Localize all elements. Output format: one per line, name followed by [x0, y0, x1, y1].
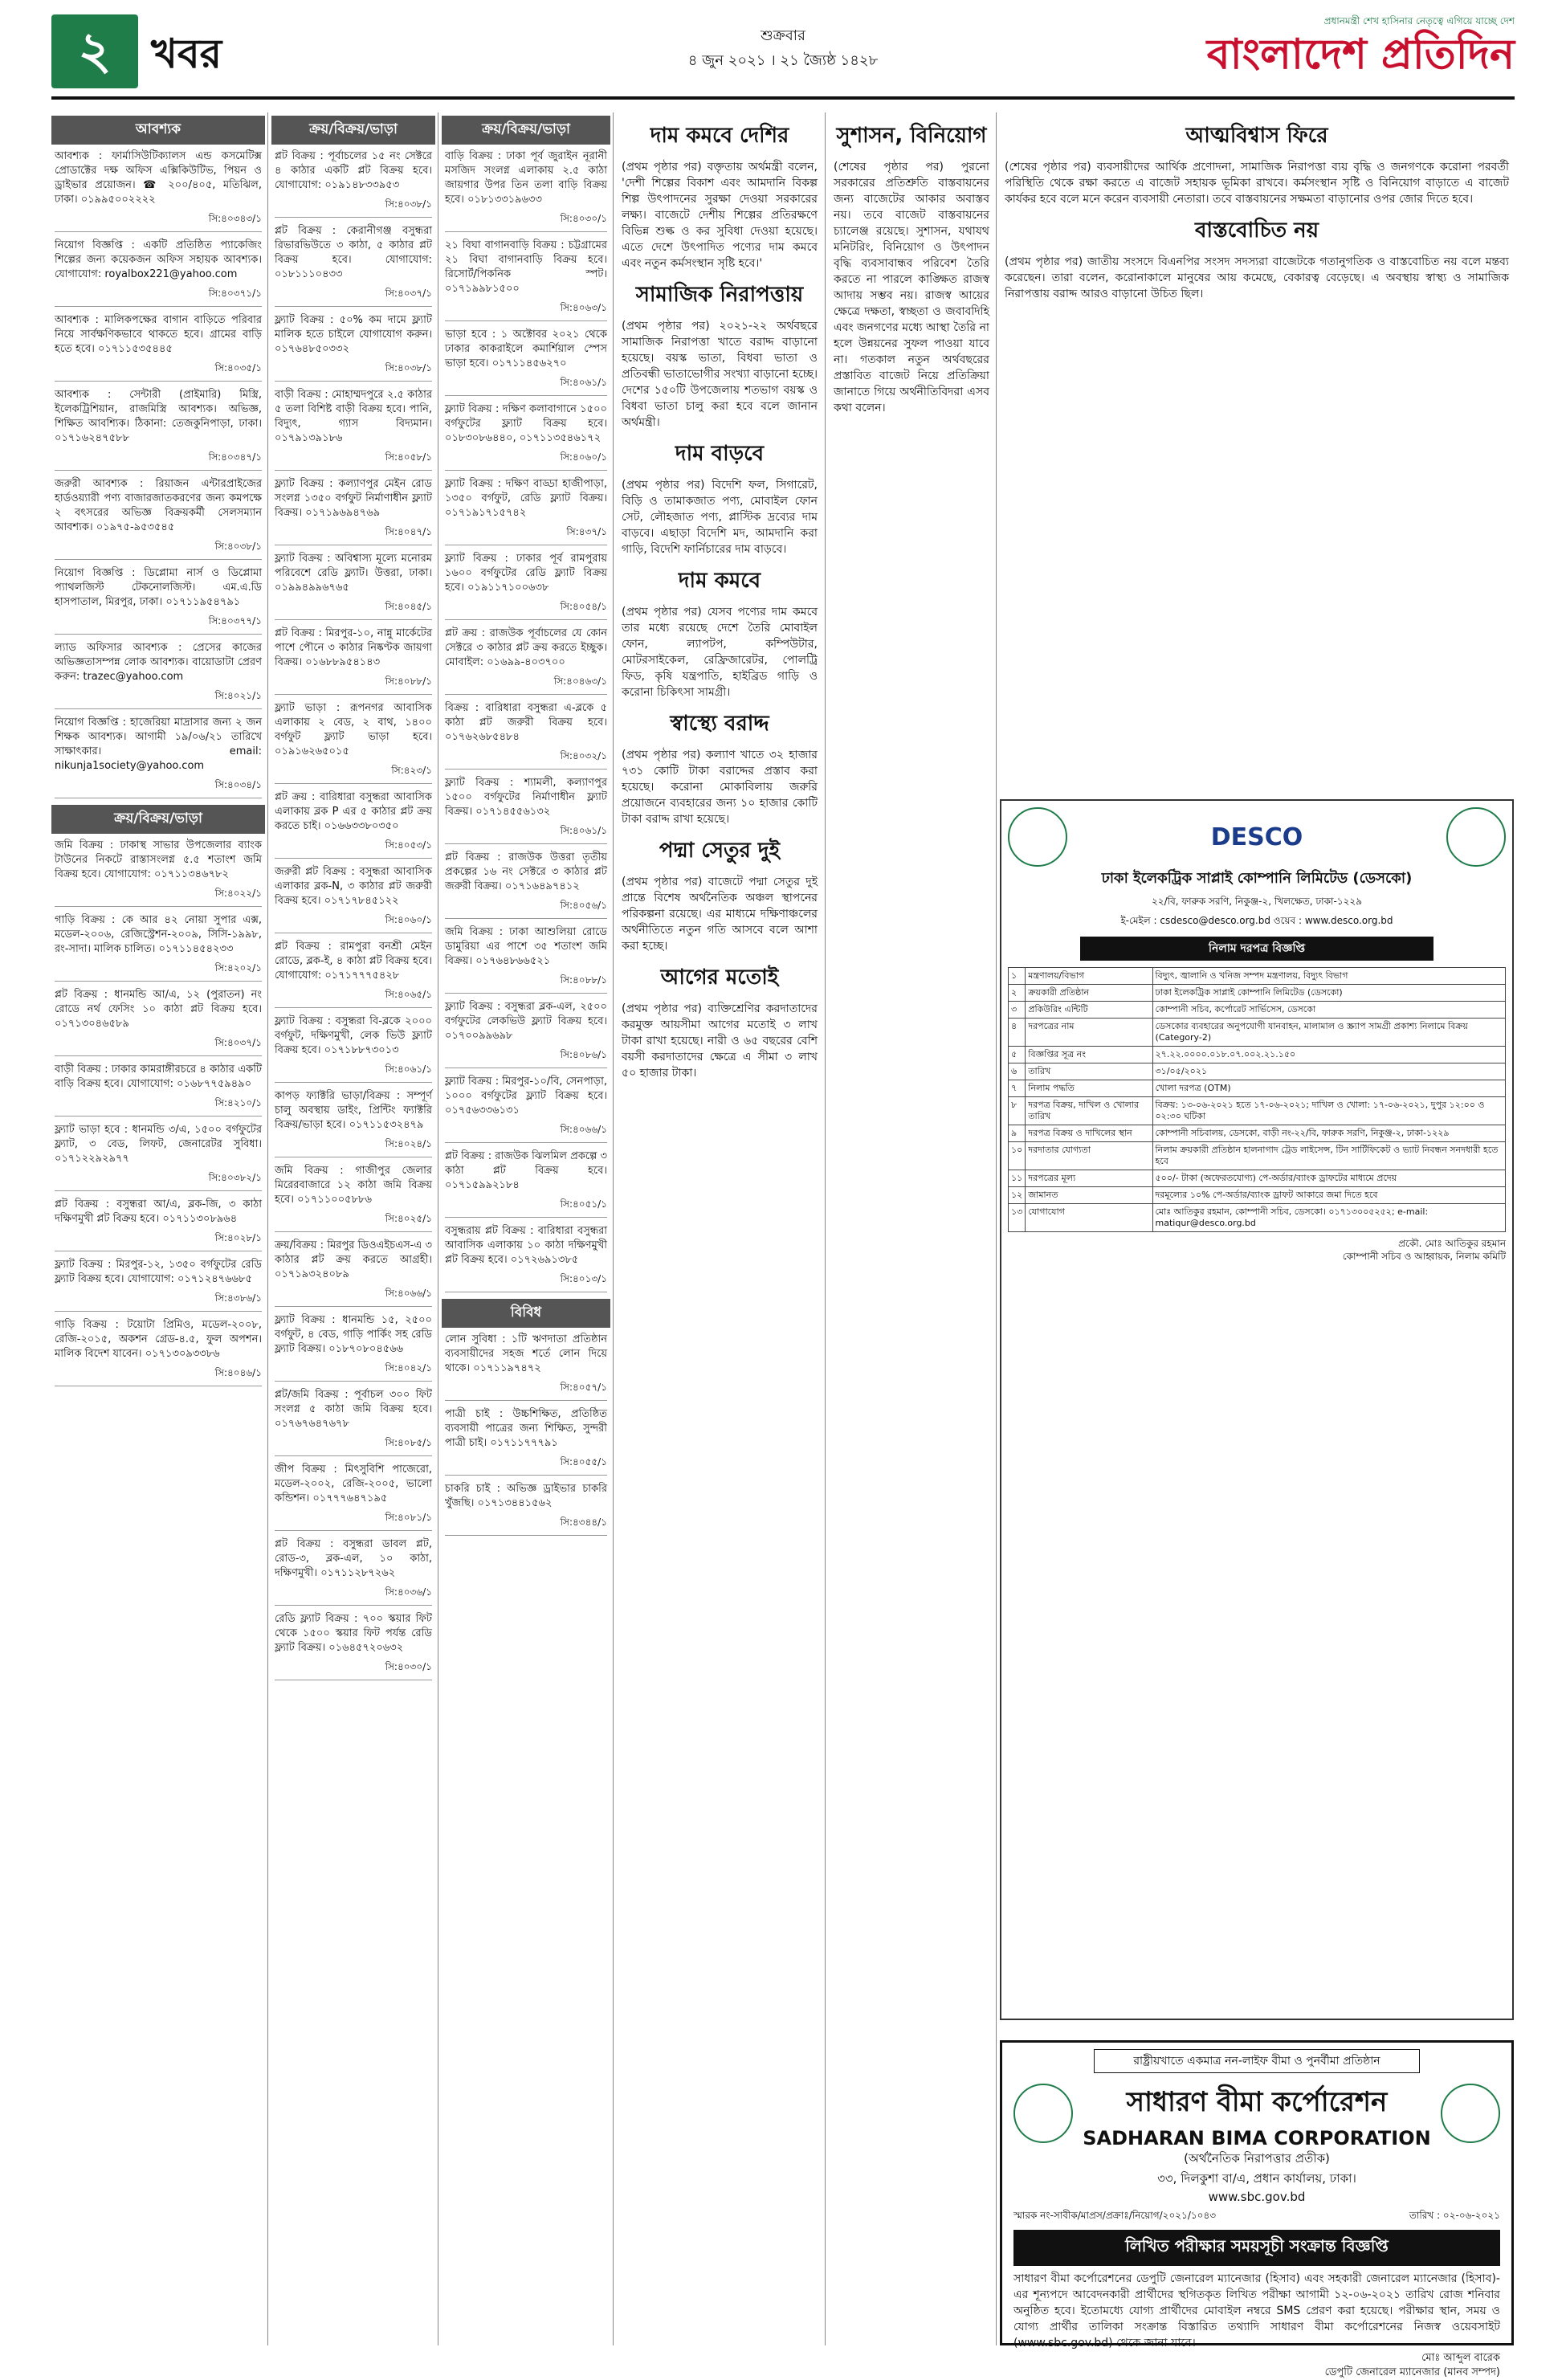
sig-title: কোম্পানী সচিব ও আহ্বায়ক, নিলাম কমিটি [1342, 1251, 1506, 1262]
tender-row-value: কোম্পানী সচিবালয়, ডেসকো, বাড়ী নং-২২/বি, ফারুক সরণি, নিকুঞ্জ-২, ঢাকা-১২২৯ [1152, 1125, 1505, 1142]
classified-ad: ফ্ল্যাট বিক্রয় : বসুন্ধরা ব্লক-এল, ২৫০০ বর্গফুটের লেকভিউ ফ্ল্যাট বিক্রয় হবে। ০১৭০০৯৯৬৯৮ [445, 1001, 607, 1042]
ad-ref-code: সি:৪০৮৮/১ [445, 974, 607, 994]
classified-ad: প্লট বিক্রয় : রাজউক উত্তরা তৃতীয় প্রকল্পের ১৬ নং সেক্টরে ৩ কাঠার প্লট জরুরী বিক্রয়। ০১৭১৬৪৯৭৪১২ [445, 851, 607, 892]
sbc-date: তারিখ : ০২-০৬-২০২১ [1409, 2210, 1500, 2221]
classified-ad: বাড়ী বিক্রয় : ঢাকার কামরাঙ্গীরচরে ৪ কাঠার একটি বাড়ি বিক্রয় হবে। যোগাযোগ: ০১৬৮৭৭৫৯৪৯০ [55, 1063, 262, 1090]
ad-ref-code: সি:৪০৪৬/১ [55, 1366, 262, 1386]
tender-row-label: দরপত্রের মূল্য [1026, 1170, 1152, 1187]
classified-ad: ফ্ল্যাট ভাড়া হবে : ধানমন্ডি ৩/এ, ১৫০০ বর্গফুটের ফ্ল্যাট, ৩ বেড, লিফট, জেনারেটর সুবিধা। ০১৭১২২৯২৯৭৭ [55, 1124, 262, 1165]
classified-ad: প্লট বিক্রয় : বসুন্ধরা আ/এ, ব্লক-জি, ৩ কাঠা দক্ষিণমুখী প্লট বিক্রয় হবে। ০১৭১১৩০৮৯৬৪ [55, 1198, 262, 1225]
desco-logo: DESCO [1210, 823, 1303, 851]
news-headline: আগের মতোই [660, 965, 779, 990]
tender-row-no: ১৩ [1009, 1204, 1026, 1232]
section-header-buy-sell: ক্রয়/বিক্রয়/ভাড়া [51, 805, 265, 834]
sbc-slogan: (অর্থনৈতিক নিরাপত্তার প্রতীক) [1184, 2151, 1330, 2166]
tender-row-label: দরপত্রের নাম [1026, 1019, 1152, 1047]
classified-column-2 [271, 112, 435, 2345]
column-rule [825, 112, 826, 2345]
news-headline: স্বাস্থ্যে বরাদ্দ [670, 712, 769, 736]
tender-row-no: ৪ [1009, 1019, 1026, 1047]
tender-row [1009, 1204, 1506, 1232]
tender-row-value: ডেসকোর ব্যবহারের অনুপযোগী যানবাহন, মালামাল ও স্ক্র্যাপ সামগ্রী প্রকাশ্য নিলামে বিক্রয় (Category-2) [1152, 1019, 1505, 1047]
classified-ad: ফ্ল্যাট বিক্রয় : ধানমন্ডি ১৫, ২৫০০ বর্গফুট, ৪ বেড, গাড়ি পার্কিং সহ রেডি ফ্ল্যাট বিক্রয়। ০১৮৭০৮০৪৫৬৬ [275, 1314, 432, 1355]
tender-row-label: জামানত [1026, 1187, 1152, 1204]
tender-row-no: ৯ [1009, 1125, 1026, 1142]
news-body: (শেষের পৃষ্ঠার পর) ব্যবসায়ীদের আর্থিক প্রণোদনা, সামাজিক নিরাপত্তা ব্যয় বৃদ্ধি ও জনগণকে করোনা পরবর্তী পরিস্থিতি থেকে রক্ষা করতে এ বাজেট সহায়ক ভূমিকা রাখবে। কর্মসংস্থান সৃষ্টি ও বিনিয়োগ বাড়াতে এ বাজেট কার্যকর হবে বলে মনে করেন ব্যবসায়ী নেতারা। তবে বাস্তবায়নের সক্ষমতা বাড়ানোর ওপর জোর দিতে হবে। [1005, 161, 1509, 206]
tender-row [1009, 985, 1506, 1002]
logo-tagline: প্রধানমন্ত্রী শেখ হাসিনার নেতৃত্বে এগিয়ে যাচ্ছে দেশ [1323, 15, 1515, 27]
news-headline: পদ্মা সেতুর দুই [659, 839, 781, 863]
classified-ad: আবশ্যক : সেন্টারী (প্রাইমারি) মিস্ত্রি, ইলেকট্রিশিয়ান, রাজমিস্ত্রি আবশ্যক। অভিজ্ঞ, শিক্ষিত আবশ্যিক। ঠিকানা: তেজকুনিপাড়া, ঢাকা। ০১৭১৬২৪৭৫৮৮ [55, 389, 262, 444]
tender-row-no: ৬ [1009, 1063, 1026, 1080]
section-header-buy-sell: ক্রয়/বিক্রয়/ভাড়া [271, 116, 435, 145]
tender-row-label: বিজ্ঞপ্তির সূত্র নং [1026, 1047, 1152, 1063]
ad-ref-code: সি:৪০৮৫/১ [275, 1436, 432, 1456]
ad-ref-code: সি:৪০৬১/১ [445, 376, 607, 396]
classified-ad: কাপড় ফ্যাক্টরি ভাড়া/বিক্রয় : সম্পূর্ণ চালু অবস্থায় ডাইং, প্রিন্টিং ফ্যাক্টরি বিক্রয়/ভাড়া হবে। ০১৭১১৫৩২৪৭৯ [275, 1090, 432, 1131]
ad-ref-code: সি:৪০৮১/১ [275, 1511, 432, 1531]
ad-ref-code: সি:৪৩৭/১ [445, 525, 607, 545]
classified-ad: ফ্ল্যাট বিক্রয় : মিরপুর-১২, ১৩৫০ বর্গফুটের রেডি ফ্ল্যাট বিক্রয় হবে। যোগাযোগ: ০১৭১২৪৭৬৬৮৫ [55, 1259, 262, 1285]
ad-ref-code: সি:৪০৬০/১ [445, 451, 607, 471]
classified-ad: ফ্ল্যাট ভাড়া : রূপনগর আবাসিক এলাকায় ২ বেড, ২ বাথ, ১৪০০ বর্গফুট ফ্ল্যাট ভাড়া হবে। ০১৯১৬২৬৫০১৫ [275, 702, 432, 757]
ad-ref-code: সি:৪০৩০/১ [275, 1660, 432, 1680]
classified-ad: ফ্ল্যাট বিক্রয় : বসুন্ধরা বি-ব্লকে ২০০০ বর্গফুট, দক্ষিণমুখী, লেক ভিউ ফ্ল্যাট বিক্রয় হবে। ০১৭১৮৮৭৩০১৩ [275, 1015, 432, 1056]
news-headline: সুশাসন, বিনিয়োগ [836, 124, 987, 148]
classified-ad: প্লট/জমি বিক্রয় : পূর্বাচল ৩০০ ফিট সংলগ্ন ৫ কাঠা জমি বিক্রয় হবে। ০১৭৬৭৬৪৭৬৭৮ [275, 1389, 432, 1430]
ad-list [442, 149, 610, 1292]
classified-ad: ফ্ল্যাট বিক্রয় : শ্যামলী, কল্যাণপুর ১৫০০ বর্গফুটের নির্মাণাধীন ফ্ল্যাট বিক্রয়। ০১৭১৪৫৫৬১৩২ [445, 777, 607, 818]
ad-ref-code: সি:৪০৩৬/১ [275, 1586, 432, 1606]
news-headline: আত্মবিশ্বাস ফিরে [1185, 124, 1328, 148]
ad-list [51, 149, 265, 798]
news-body: (প্রথম পৃষ্ঠার পর) যেসব পণ্যের দাম কমবে তার মধ্যে রয়েছে দেশে তৈরি মোবাইল ফোন, ল্যাপটপ, কম্পিউটার, মোটরসাইকেল, রেফ্রিজারেটর, পোলট্রি ফিড, কৃষি যন্ত্রপাতি, হাইব্রিড গাড়ি ও করোনা চিকিৎসা সামগ্রী। [622, 606, 818, 699]
ad-ref-code: সি:৪০৬১/১ [445, 824, 607, 844]
ad-ref-code: সি:৪০২২/১ [55, 887, 262, 907]
classified-ad: ফ্ল্যাট বিক্রয় : দক্ষিণ কলাবাগানে ১৫০০ বর্গফুটের ফ্ল্যাট বিক্রয় হবে। ০১৮৩০৮৬৪৪০, ০১৭১১৩৫৪৬১৭২ [445, 403, 607, 444]
desco-tender-notice [1000, 799, 1514, 2020]
tender-row-label: যোগাযোগ [1026, 1204, 1152, 1232]
tender-row [1009, 1047, 1506, 1063]
tender-web: ই-মেইল : csdesco@desco.org.bd ওয়েব : www.desco.org.bd [1120, 915, 1393, 926]
tender-row [1009, 1019, 1506, 1047]
tender-row-value: বিদ্যুৎ, জ্বালানি ও খনিজ সম্পদ মন্ত্রণালয়, বিদ্যুৎ বিভাগ [1152, 968, 1505, 985]
tender-row [1009, 1080, 1506, 1097]
classified-ad: আবশ্যক : মালিকপক্ষের বাগান বাড়িতে পরিবার নিয়ে সার্বক্ষণিকভাবে থাকতে হবে। গ্রামের বাড়ি হতে হবে। ০১৭১১৫৩৫৪৪৫ [55, 314, 262, 355]
classified-ad: বাড়ি বিক্রয় : ঢাকা পূর্ব জুরাইন নূরানী মসজিদ সংলগ্ন এলাকায় ২.৫ কাঠা জায়গার উপর তিন তলা বাড়ি বিক্রয় হবে। ০১৮১৩৩১৯৬৩৩ [445, 150, 607, 206]
classified-ad: ফ্ল্যাট বিক্রয় : কল্যাণপুর মেইন রোড সংলগ্ন ১৩৫০ বর্গফুট নির্মাণাধীন ফ্ল্যাট বিক্রয়। ০১৭১৯৬৯৪৭৬৯ [275, 478, 432, 519]
sbc-sig-title: ডেপুটি জেনারেল ম্যানেজার (মানব সম্পদ) [1324, 2366, 1500, 2378]
news-body: (প্রথম পৃষ্ঠার পর) কল্যাণ খাতে ৩২ হাজার ৭৩১ কোটি টাকা বরাদ্দের প্রস্তাব করা হয়েছে। করোনা মোকাবিলায় জরুরি প্রয়োজনে ব্যবহারের জন্য ১০ হাজার কোটি টাকা বরাদ্দ রাখা হয়েছে। [622, 749, 818, 826]
classified-ad: ২১ বিঘা বাগানবাড়ি বিক্রয় : চট্টগ্রামের ২১ বিঘা বাগানবাড়ি বিক্রয় হবে। রিসোর্ট/পিকনিক স্পট। ০১৭১৯৯৮১৫০০ [445, 239, 607, 295]
tender-row-label: মন্ত্রণালয়/বিভাগ [1026, 968, 1152, 985]
classified-ad: গাড়ি বিক্রয় : কে আর ৪২ নোয়া সুপার এক্স, মডেল-২০০৬, রেজিস্ট্রেশন-২০০৯, সিসি-১৯৯৮, রং-সাদা। মালিক চালিত। ০১৭১১৪৫৪২৩৩ [55, 914, 262, 955]
section-header-wanted: আবশ্যক [51, 116, 265, 145]
classified-ad: আবশ্যক : ফার্মাসিউটিক্যালস এন্ড কসমেটিক্স প্রোডাক্টের দক্ষ অফিস এক্সিকিউটিভ, পিয়ন ও ড্রাইভার প্রয়োজন। ☎ ২০০/৪০৫, মতিঝিল, ঢাকা। ০১৯৯৫০০২২২২ [55, 150, 262, 206]
ad-list [51, 839, 265, 1386]
ad-ref-code: সি:৪০৩৮/১ [275, 198, 432, 218]
classified-ad: প্লট ক্রয় : রাজউক পূর্বাচলের যে কোন সেক্টরে ৩ কাঠার প্লট ক্রয় করতে ইচ্ছুক। মোবাইল: ০১৬৯৯-৪০৩৭০০ [445, 627, 607, 668]
classified-ad: প্লট বিক্রয় : কেরানীগঞ্জ বসুন্ধরা রিভারভিউতে ৩ কাঠা, ৫ কাঠার প্লট বিক্রয় হবে। যোগাযোগ: ০১৮১১১০৪৩৩ [275, 225, 432, 280]
classified-ad: ক্রয়/বিক্রয় : মিরপুর ডিওএইচএস-এ ৩ কাঠার প্লট ক্রয় করতে আগ্রহী। ০১৭১৯৩২৪০৮৯ [275, 1239, 432, 1280]
sbc-signature [1013, 2351, 1500, 2380]
newspaper-logo [1207, 14, 1515, 79]
ad-ref-code: সি:৪০৫৭/১ [445, 1381, 607, 1401]
tender-org: ঢাকা ইলেকট্রিক সাপ্লাই কোম্পানি লিমিটেড (ডেসকো) [1101, 870, 1413, 887]
tender-row-no: ১০ [1009, 1142, 1026, 1170]
ad-ref-code: সি:৪৩৮৬/১ [55, 1292, 262, 1312]
classified-ad: চাকরি চাই : অভিজ্ঞ ড্রাইভার চাকরি খুঁজছি। ০১৭১৩৪৪১৫৬২ [445, 1483, 607, 1509]
tender-row-label: দরপত্র বিক্রয় ও দাখিলের স্থান [1026, 1125, 1152, 1142]
classified-ad: ফ্ল্যাট বিক্রয় : অবিশ্বাস্য মূল্যে মনোরম পরিবেশে রেডি ফ্ল্যাট। উত্তরা, ঢাকা। ০১৯৯৪৯৯৬৭৬৫ [275, 553, 432, 594]
news-headline: বাস্তবোচিত নয় [1194, 218, 1319, 243]
classified-ad: ফ্ল্যাট বিক্রয় : দক্ষিণ বাড্ডা হাজীপাড়া, ১৩৫০ বর্গফুট, রেডি ফ্ল্যাট বিক্রয়। ০১৭১৯১৭১৫৭৪২ [445, 478, 607, 519]
news-column-5 [829, 112, 994, 779]
tender-row-no: ৩ [1009, 1002, 1026, 1019]
news-body: (প্রথম পৃষ্ঠার পর) ব্যক্তিশ্রেণির করদাতাদের করমুক্ত আয়সীমা আগের মতোই ৩ লাখ টাকা রাখা হয়েছে। নারী ও ৬৫ বছরের বেশি বয়সী করদাতাদের ক্ষেত্রে এ সীমা ৩ লাখ ৫০ হাজার টাকা। [622, 1002, 818, 1080]
news-column-4 [617, 112, 822, 2345]
ad-ref-code: সি:৪৩৪৪/১ [445, 1516, 607, 1536]
sbc-meta [1013, 2209, 1500, 2225]
classified-ad: প্লট বিক্রয় : পূর্বাচলের ১৫ নং সেক্টরে ৪ কাঠার একটি প্লট বিক্রয় হবে। যোগাযোগ: ০১৯১৪৮৩৩৯৫৩ [275, 150, 432, 191]
tender-row-label: দরপত্র বিক্রয়, দাখিল ও খোলার তারিখ [1026, 1097, 1152, 1125]
ad-ref-code: সি:৪০৩৪৭/১ [55, 451, 262, 471]
ad-ref-code: সি:৪০৫৫/১ [445, 1455, 607, 1476]
classified-ad: জীপ বিক্রয় : মিৎসুবিশি পাজেরো, মডেল-২০০২, রেজি-২০০৫, ভালো কন্ডিশন। ০১৭৭৭৬৪৭১৯৫ [275, 1464, 432, 1504]
classified-ad: ফ্ল্যাট বিক্রয় : ঢাকার পূর্ব রামপুরায় ১৬০০ বর্গফুটের রেডি ফ্ল্যাট বিক্রয় হবে। ০১৯১১৭১০০৬৩৮ [445, 553, 607, 594]
sbc-logo-icon [1013, 2084, 1073, 2143]
classified-ad: প্লট বিক্রয় : মিরপুর-১০, নান্নু মার্কেটের পাশে পৌনে ৩ কাঠার নিষ্কণ্টক জায়গা বিক্রয়। ০১৬৮৮৯৫৪১৪৩ [275, 627, 432, 668]
tender-row-value: ৩১/০৫/২০২১ [1152, 1063, 1505, 1080]
news-body: (প্রথম পৃষ্ঠার পর) জাতীয় সংসদে বিএনপির সংসদ সদস্যরা বাজেটকে গতানুগতিক ও বাস্তবোচিত নয় বলে মন্তব্য করেছেন। তারা বলেন, করোনাকালে মানুষের আয় কমেছে, বেকারত্ব বেড়েছে। এ অবস্থায় স্বাস্থ্য ও সামাজিক নিরাপত্তায় বরাদ্দ আরও বাড়ানো উচিত ছিল। [1005, 255, 1509, 300]
ad-ref-code: সি:৪০৩৪৩/১ [55, 212, 262, 232]
tender-row-value: কোম্পানী সচিব, কর্পোরেট সার্ভিসেস, ডেসকো [1152, 1002, 1505, 1019]
tender-row [1009, 1187, 1506, 1204]
tender-row [1009, 1170, 1506, 1187]
ad-ref-code: সি:৪০৬৬/১ [275, 1287, 432, 1307]
issue-day: শুক্রবার [761, 27, 805, 44]
ad-ref-code: সি:৪২৩/১ [275, 764, 432, 784]
ad-ref-code: সি:৪০৫৪/১ [445, 600, 607, 620]
masthead-rule [51, 96, 1515, 100]
classified-ad: জমি বিক্রয় : ঢাকা আশুলিয়া রোডে ডামুরিয়া এর পাশে ৩৫ শতাংশ জমি বিক্রয়। ০১৭৬৪৮৬৬৫২১ [445, 926, 607, 967]
classified-ad: বসুন্ধরায় প্লট বিক্রয় : বারিধারা বসুন্ধরা আবাসিক এলাকায় ১০ কাঠা দক্ষিণমুখী প্লট বিক্রয় হবে। ০১৭২৬৯১৩৮৫ [445, 1225, 607, 1266]
sbc-banner: লিখিত পরীক্ষার সময়সূচী সংক্রান্ত বিজ্ঞপ্তি [1013, 2230, 1500, 2266]
ad-ref-code: সি:৪০৩৭/১ [55, 1036, 262, 1056]
mujib-year-icon [1446, 807, 1506, 867]
tender-row-no: ৭ [1009, 1080, 1026, 1097]
sbc-sig-name: মোঃ আব্দুল বারেক [1421, 2352, 1500, 2364]
news-headline: দাম বাড়বে [675, 442, 765, 466]
tender-row-value: দরমূল্যের ১০% পে-অর্ডার/ব্যাংক ড্রাফট আকারে জমা দিতে হবে [1152, 1187, 1505, 1204]
news-headline: দাম কমবে দেশির [650, 124, 789, 148]
classified-ad: নিয়োগ বিজ্ঞপ্তি : হাজেরিয়া মাদ্রাসার জন্য ২ জন শিক্ষক আবশ্যক। আগামী ১৯/০৬/২১ তারিখে সাক্ষাৎকার। email: nikunja1society@yahoo.com [55, 716, 262, 772]
classified-ad: প্লট বিক্রয় : রামপুরা বনশ্রী মেইন রোডে, ব্লক-ই, ৪ কাঠা প্লট বিক্রয় হবে। যোগাযোগ: ০১৭১৭৭৭৫৪২৮ [275, 941, 432, 982]
tender-row-value: খোলা দরপত্র (OTM) [1152, 1080, 1505, 1097]
tender-row [1009, 968, 1506, 985]
ad-ref-code: সি:৪০৬০/১ [275, 913, 432, 933]
ad-ref-code: সি:৪০৩৭১/১ [55, 287, 262, 307]
classified-column-3 [442, 112, 610, 2345]
ad-ref-code: সি:৪০২১/১ [55, 689, 262, 709]
column-rule [996, 112, 997, 2345]
sbc-address: ৩৩, দিলকুশা বা/এ, প্রধান কার্যালয়, ঢাকা। [1157, 2171, 1356, 2186]
classified-ad: প্লট বিক্রয় : বসুন্ধরা ডাবল প্লট, রোড-৩, ব্লক-এল, ১০ কাঠা, দক্ষিণমুখী। ০১৭১১২৮৭২৬২ [275, 1538, 432, 1579]
tender-row-no: ১ [1009, 968, 1026, 985]
news-body: (প্রথম পৃষ্ঠার পর) ২০২১-২২ অর্থবছরে সামাজিক নিরাপত্তা খাতে বরাদ্দ বাড়ানো হয়েছে। বয়স্ক ভাতা, বিধবা ভাতা ও প্রতিবন্ধী ভাতাভোগীর সংখ্যা বাড়ানো হচ্ছে। দেশের ১৫০টি উপজেলায় শতভাগ বয়স্ক ও বিধবা ভাতা চালু করা হবে বলে জানান অর্থমন্ত্রী। [622, 320, 818, 429]
ad-ref-code: সি:৪০২৪/১ [275, 1137, 432, 1157]
tender-row-label: নিলাম পদ্ধতি [1026, 1080, 1152, 1097]
ad-ref-code: সি:৪০৩২/১ [445, 749, 607, 770]
sbc-body: সাধারণ বীমা কর্পোরেশনের ডেপুটি জেনারেল ম্যানেজার (হিসাব) এবং সহকারী জেনারেল ম্যানেজার (হিসাব)-এর শূন্যপদে আবেদনকারী প্রার্থীদের স্থগিতকৃত লিখিত পরীক্ষা আগামী ১২-০৬-২০২১ তারিখ রোজ শনিবার অনুষ্ঠিত হবে। ইতোমধ্যে যোগ্য প্রার্থীদের মোবাইল নম্বরে SMS প্রেরণ করা হয়েছে। পরীক্ষার স্থান, সময় ও যোগ্য প্রার্থীর তালিকা সংক্রান্ত বিস্তারিত তথ্যাদি সাধারণ বীমা কর্পোরেশনের নিজস্ব ওয়েবসাইট (www.sbc.gov.bd) থেকে জানা যাবে। [1013, 2272, 1500, 2349]
ad-ref-code: সি:৪০৬১/১ [275, 1063, 432, 1083]
ad-ref-code: সি:৪০১৩/১ [445, 1272, 607, 1292]
sbc-web: www.sbc.gov.bd [1208, 2190, 1306, 2204]
ad-ref-code: সি:৪০৩০/১ [445, 212, 607, 232]
ad-list [271, 149, 435, 1680]
tender-row-value: ৫০০/- টাকা (অফেরতযোগ্য) পে-অর্ডার/ব্যাংক ড্রাফটের মাধ্যমে প্রদেয় [1152, 1170, 1505, 1187]
ad-ref-code: সি:৪০২৫/১ [275, 1212, 432, 1232]
ad-ref-code: সি:৪২১০/১ [55, 1096, 262, 1117]
column-rule [267, 112, 268, 2345]
tender-row [1009, 1063, 1506, 1080]
ad-ref-code: সি:৪০৮৮/১ [275, 675, 432, 695]
classified-ad: জমি বিক্রয় : গাজীপুর জেলার মিরেরবাজারে ১২ কাঠা জমি বিক্রয় হবে। ০১৭১১০০৫৮৮৬ [275, 1165, 432, 1206]
classified-ad: জরুরী প্লট বিক্রয় : বসুন্ধরা আবাসিক এলাকার ব্লক-N, ৩ কাঠার প্লট জরুরী বিক্রয় হবে। ০১৭১৭৮৪৫১২২ [275, 866, 432, 907]
tender-row-no: ৮ [1009, 1097, 1026, 1125]
classified-ad: লোন সুবিধা : ১টি ঋণদাতা প্রতিষ্ঠান ব্যবসায়ীদের সহজ শর্তে লোন দিয়ে থাকে। ০১৭১১৯৭৪৭২ [445, 1333, 607, 1374]
news-headline: সামাজিক নিরাপত্তায় [635, 283, 804, 307]
tender-row [1009, 1142, 1506, 1170]
classified-ad: প্লট বিক্রয় : রাজউক ঝিলমিল প্রকল্পে ৩ কাঠা প্লট বিক্রয় হবে। ০১৭১৫৯৯২১৮৪ [445, 1150, 608, 1191]
tender-title: নিলাম দরপত্র বিজ্ঞপ্তি [1080, 937, 1433, 961]
ad-ref-code: সি:৪০৫৩/১ [275, 839, 432, 859]
news-headline: দাম কমবে [678, 569, 761, 593]
ad-list [442, 1333, 610, 1536]
section-header-buy-sell: ক্রয়/বিক্রয়/ভাড়া [442, 116, 610, 145]
tender-signature [1008, 1237, 1506, 1263]
ad-ref-code: সি:৪০৩৫/১ [55, 361, 262, 382]
mujib-portrait-icon [1441, 2084, 1500, 2143]
tender-row-label: প্রকিউরিং এন্টিটি [1026, 1002, 1152, 1019]
column-rule [613, 112, 614, 2345]
tender-row-value: ২৭.২২.০০০০.০১৮.০৭.০০২.২১.১৫০ [1152, 1047, 1505, 1063]
ad-ref-code: সি:৪০৫৬/১ [445, 899, 607, 919]
ad-ref-code: সি:৪০৫৮/১ [275, 451, 432, 471]
classified-ad: নিয়োগ বিজ্ঞপ্তি : ডিপ্লোমা নার্স ও ডিপ্লোমা প্যাথলজিস্ট টেকনোলজিস্ট। এম.এ.ডি হাসপাতাল, মিরপুর, ঢাকা। ০১৭১১৯৫৪৭৯১ [55, 567, 262, 608]
ad-ref-code: সি:৪০৩৭৭/১ [55, 614, 262, 635]
sbc-name: সাধারণ বীমা কর্পোরেশন [1126, 2086, 1388, 2118]
tender-row-no: ২ [1009, 985, 1026, 1002]
tender-address: ২২/বি, ফারুক সরণি, নিকুঞ্জ-২, খিলক্ষেত, ঢাকা-১২২৯ [1152, 896, 1362, 907]
classified-ad: গাড়ি বিক্রয় : টয়োটা প্রিমিও, মডেল-২০০৮, রেজি-২০১৫, অকশন গ্রেড-৪.৫, ফুল অপশন। মালিক বিদেশ যাবেন। ০১৭১৩০৯৩৩৮৬ [55, 1319, 262, 1360]
ad-ref-code: সি:৪০৩৪/১ [55, 778, 262, 798]
ad-ref-code: সি:৪২০২/১ [55, 961, 262, 982]
page-number: ২ [51, 14, 138, 88]
sbc-tagline: রাষ্ট্রীয়খাতে একমাত্র নন-লাইফ বীমা ও পুনর্বীমা প্রতিষ্ঠান [1094, 2049, 1420, 2073]
tender-table [1008, 967, 1506, 1232]
section-header-misc: বিবিধ [442, 1299, 610, 1328]
tender-row [1009, 1097, 1506, 1125]
classified-ad: বাড়ী বিক্রয় : মোহাম্মদপুরে ২.৫ কাঠার ৫ তলা বিশিষ্ট বাড়ী বিক্রয় হবে। পানি, বিদ্যুৎ, গ্যাস বিদ্যমান। ০১৭৯১৩৯১৮৬ [275, 389, 432, 444]
classified-ad: ল্যাড অফিসার আবশ্যক : প্রেসের কাজের অভিজ্ঞতাসম্পন্ন লোক আবশ্যক। বায়োডাটা প্রেরণ করুন: trazec@yahoo.com [55, 642, 262, 683]
tender-row-label: দরদাতার যোগ্যতা [1026, 1142, 1152, 1170]
ad-ref-code: সি:৪০২৮/১ [55, 1231, 262, 1251]
classified-ad: পাত্রী চাই : উচ্চশিক্ষিত, প্রতিষ্ঠিত ব্যবসায়ী পাত্রের জন্য শিক্ষিত, সুন্দরী পাত্রী চাই। ০১৭১১৭৭৭৯১ [445, 1408, 607, 1449]
govt-seal-icon [1008, 807, 1067, 867]
ad-ref-code: সি:৪০৩৭/১ [275, 287, 432, 307]
classified-ad: ফ্ল্যাট বিক্রয় : মিরপুর-১০/বি, সেনপাড়া, ১০০০ বর্গফুটের ফ্ল্যাট বিক্রয় হবে। ০১৭৫৬৩৩৬১৩১ [445, 1076, 607, 1117]
classified-ad: প্লট বিক্রয় : ধানমন্ডি আ/এ, ১২ (পুরাতন) নং রোডে নর্থ ফেসিং ১০ কাঠা প্লট বিক্রয় হবে। ০১৭১৩০৪৬৫৮৯ [55, 989, 262, 1030]
sig-name: প্রকৌ. মোঃ আতিকুর রহমান [1398, 1238, 1506, 1249]
tender-row-no: ১১ [1009, 1170, 1026, 1187]
ad-ref-code: সি:৪০৪৫/১ [275, 600, 432, 620]
sbc-name-en: SADHARAN BIMA CORPORATION [1083, 2127, 1431, 2149]
news-body: (প্রথম পৃষ্ঠার পর) বাজেটে পদ্মা সেতুর দুই প্রান্তে বিশেষ অর্থনৈতিক অঞ্চল স্থাপনের পরিকল্পনা রয়েছে। এর মাধ্যমে দক্ষিণাঞ্চলের অর্থনীতিতে নতুন গতি আসবে বলে আশা করা হচ্ছে। [622, 876, 818, 953]
classified-ad: জরুরী আবশ্যক : রিয়াজন এন্টারপ্রাইজের হার্ডওয়্যারী পণ্য বাজারজাতকরণের জন্য কমপক্ষে ২ বৎসরের অভিজ্ঞ বিক্রয়কর্মী সেলসম্যান আবশ্যক। ০১৯৭৫-৯৫৩৫৪৫ [55, 478, 262, 533]
news-column-6 [1000, 112, 1514, 787]
classified-ad: ভাড়া হবে : ১ অক্টোবর ২০২১ থেকে ঢাকার কাকরাইলে কমার্শিয়াল স্পেস ভাড়া হবে। ০১৭১১৪৫৬২৭০ [445, 329, 607, 369]
ad-ref-code: সি:৪০৬৬/১ [445, 1123, 607, 1143]
classified-ad: ফ্ল্যাট বিক্রয় : ৫০% কম দামে ফ্ল্যাট মালিক হতে চাইলে যোগাযোগ করুন। ০১৭৬৪৮৫০৩৩২ [275, 314, 432, 355]
tender-row-value: ঢাকা ইলেকট্রিক সাপ্লাই কোম্পানি লিমিটেড (ডেসকো) [1152, 985, 1505, 1002]
tender-row-no: ৫ [1009, 1047, 1026, 1063]
classified-ad: প্লট ক্রয় : বারিধারা বসুন্ধরা আবাসিক এলাকায় ব্লক P এর ৫ কাঠার প্লট ক্রয় করতে চাই। ০১৬৬৩৩৮০৩৫০ [275, 791, 432, 832]
news-body: (প্রথম পৃষ্ঠার পর) বিদেশি ফল, সিগারেট, বিড়ি ও তামাকজাত পণ্য, মোবাইল ফোন সেট, লৌহজাত পণ্য, প্লাস্টিক দ্রব্যের দাম বাড়বে। এছাড়া বিদেশি মদ, আমদানি করা গাড়ি, বিদেশি ফার্নিচারের দাম বাড়বে। [622, 479, 818, 556]
ad-ref-code: সি:৪০৫১/১ [445, 1198, 607, 1218]
classified-column-1 [51, 112, 265, 2345]
ad-ref-code: সি:৪০৪৬৩/১ [445, 675, 607, 695]
ad-ref-code: সি:৪০৬৩/১ [445, 301, 607, 321]
ad-ref-code: সি:৪০৩৮/১ [275, 361, 432, 382]
sbc-ref: স্মারক নং-সাবীক/মাপ্রস/প্রক্রাঃ/নিয়োগ/২০২১/১০৪৩ [1013, 2210, 1217, 2221]
ad-ref-code: সি:৪০৩৮/১ [55, 540, 262, 560]
logo-text: বাংলাদেশ প্রতিদিন [1206, 31, 1515, 79]
tender-row [1009, 1125, 1506, 1142]
classified-ad: নিয়োগ বিজ্ঞপ্তি : একটি প্রতিষ্ঠিত প্যাকেজিং শিল্পের জন্য কয়েকজন অফিস সহায়ক আবশ্যক। যোগাযোগ: royalbox221@yahoo.com [55, 239, 262, 280]
tender-row-value: বিক্রয়: ১৩-০৬-২০২১ হতে ১৭-০৬-২০২১; দাখিল ও খোলা: ১৭-০৬-২০২১, দুপুর ১২:০০ ও ০২:৩০ ঘটিকা [1152, 1097, 1505, 1125]
tender-row-no: ১২ [1009, 1187, 1026, 1204]
tender-row-value: মোঃ আতিকুর রহমান, কোম্পানী সচিব, ডেসকো। ০১৭১৩০০৫২৫২; e-mail: matiqur@desco.org.bd [1152, 1204, 1505, 1232]
ad-ref-code: সি:৪০৮৬/১ [445, 1048, 607, 1068]
news-body: (শেষের পৃষ্ঠার পর) পুরনো সরকারের প্রতিশ্রুতি বাস্তবায়নের জন্য বাজেটের আকার অবাস্তব নয়। তবে বাজেট বাস্তবায়নের চ্যালেঞ্জ রয়েছে। সুশাসন, যথাযথ মনিটরিং, বিনিয়োগ ও উৎপাদন বৃদ্ধি ব্যবসাবান্ধব পরিবেশ তৈরি করতে না পারলে কাঙ্ক্ষিত রাজস্ব আদায় সম্ভব নয়। রাজস্ব আয়ের ক্ষেত্রে দক্ষতা, স্বচ্ছতা ও জবাবদিহি এবং জনগণের মধ্যে আস্থা তৈরি না হলে উন্নয়নের সুফল পাওয়া যাবে না। গতকাল নতুন অর্থবছরের প্রস্তাবিত বাজেট নিয়ে প্রতিক্রিয়া জানাতে গিয়ে অর্থনীতিবিদরা এসব কথা বলেন। [834, 161, 989, 414]
classified-ad: জমি বিক্রয় : ঢাকাস্থ সাভার উপজেলার ব্যাংক টাউনের নিকটে রাস্তাসংলগ্ন ৫.৫ শতাংশ জমি বিক্রয় হবে। যোগাযোগ: ০১৭১১৩৪৬৭৮২ [55, 839, 262, 880]
tender-row [1009, 1002, 1506, 1019]
classified-ad: রেডি ফ্ল্যাট বিক্রয় : ৭০০ স্কয়ার ফিট থেকে ১৫০০ স্কয়ার ফিট পর্যন্ত রেডি ফ্ল্যাট বিক্রয়। ০১৬৪৫৭২০৬৩২ [275, 1613, 432, 1654]
classified-ad: বিক্রয় : বারিধারা বসুন্ধরা এ-ব্লকে ৫ কাঠা প্লট জরুরী বিক্রয় হবে। ০১৭৬২৬৮৫৪৮৪ [445, 702, 607, 743]
tender-row-value: নিলাম ক্রয়কারী প্রতিষ্ঠান হালনাগাদ ট্রেড লাইসেন্স, টিন সার্টিফিকেট ও ভ্যাট নিবন্ধন সনদধারী হতে হবে [1152, 1142, 1505, 1170]
tender-row-label: ক্রয়কারী প্রতিষ্ঠান [1026, 985, 1152, 1002]
issue-date-text: ৪ জুন ২০২১ । ২১ জ্যৈষ্ঠ ১৪২৮ [687, 52, 879, 69]
ad-ref-code: সি:৪০৬৫/১ [275, 988, 432, 1008]
ad-ref-code: সি:৪০৩৮২/১ [55, 1171, 262, 1191]
ad-ref-code: সি:৪০৪২/১ [275, 1361, 432, 1382]
section-title: খবর [151, 31, 222, 77]
news-body: (প্রথম পৃষ্ঠার পর) বক্তৃতায় অর্থমন্ত্রী বলেন, 'দেশী শিল্পের বিকাশ এবং আমদানি বিকল্প শিল্প উৎপাদনের সুরক্ষা দেওয়া সরকারের লক্ষ্য। বাজেটে দেশীয় শিল্পের প্রতিরক্ষণে বিভিন্ন শুল্ক ও কর সুবিধা দেওয়া হয়েছে। এতে দেশে উৎপাদিত পণ্যের দাম কমবে এবং নতুন কর্মসংস্থান সৃষ্টি হবে।' [622, 161, 818, 270]
tender-row-label: তারিখ [1026, 1063, 1152, 1080]
ad-ref-code: সি:৪০৪৭/১ [275, 525, 432, 545]
sbc-notice [1000, 2040, 1514, 2378]
